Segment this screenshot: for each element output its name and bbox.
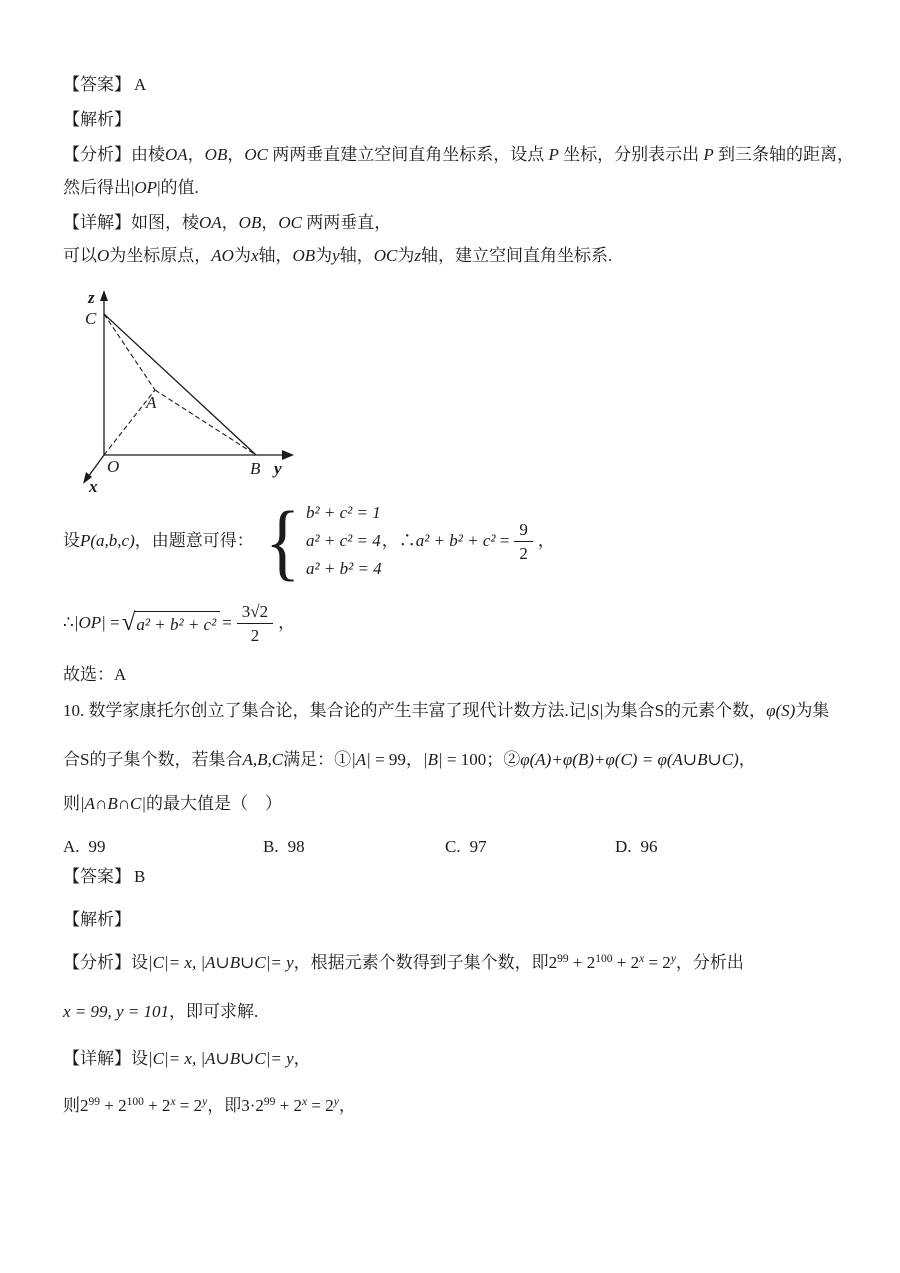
answer-label: 【答案】 [63, 867, 131, 886]
q9-system-equation: 设P(a,b,c)，由题意可得： { b² + c² = 1 a² + c² = 4 a² + b² = 4 ，∴a² + b² + c² = $\frac{9}{2}$ ， [63, 493, 555, 589]
system-eq-1: b² + c² = 1 [306, 503, 381, 522]
option-a: A. 99 [63, 837, 106, 856]
system-eq-3: a² + b² = 4 [306, 559, 382, 578]
square-root: √ a² + b² + c² [122, 611, 221, 636]
point-a-label: A [146, 393, 157, 412]
fraction-nine-halves: $\frac{9}{2}$ [514, 519, 533, 564]
x-axis-label: x [89, 477, 98, 496]
answer-value: B [134, 867, 146, 886]
coordinate-axes-diagram [76, 287, 306, 499]
q10-options-row [0, 834, 900, 860]
z-axis-label: z [88, 288, 95, 307]
radical-sign: √ [121, 608, 136, 636]
q10-stem-line3: 则|A∩B∩C|的最大值是（ ） [63, 794, 283, 813]
equation-system [306, 499, 382, 583]
q10-jiexi-label: 【解析】 [63, 910, 131, 929]
fraction-result: $\frac{3√2}{2}$ [237, 601, 273, 646]
system-eq-2: a² + c² = 4 [306, 531, 381, 550]
analysis-text: 由棱OA，OB，OC 两两垂直建立空间直角坐标系，设点 P 坐标，分别表示出 P 到三条轴的距离， [131, 145, 854, 164]
answer-value: A [134, 75, 147, 94]
point-b-label: B [250, 459, 261, 478]
q9-op-equation: ∴|OP| = √ a² + b² + c² = $\frac{3√2}{2}$ ， [63, 601, 296, 645]
option-d: D. 96 [615, 837, 658, 856]
xiangjie-label: 【详解】 [63, 213, 131, 232]
xiangjie-label: 【详解】 [63, 1049, 131, 1068]
q10-stem-line1: 10. 数学家康托尔创立了集合论，集合论的产生丰富了现代计数方法.记|S|为集合S的元素个数，φ(S)为集 [63, 701, 830, 720]
q9-jiexi-label: 【解析】 [63, 110, 131, 129]
q9-analysis-line1 [63, 142, 854, 168]
q10-analysis-line2: x = 99, y = 101，即可求解. [63, 1002, 259, 1021]
q10-stem-line2: 合S的子集个数，若集合A,B,C满足：①|A| = 99，|B| = 100；②φ(A)+φ(B)+φ(C) = φ(A∪B∪C)， [63, 750, 756, 769]
fenxi-label: 【分析】 [63, 145, 131, 164]
fenxi-label: 【分析】 [63, 953, 131, 972]
option-c: C. 97 [445, 837, 487, 856]
q9-answer-line [63, 72, 146, 98]
q10-detail-line: 【详解】设|C|= x, |A∪B∪C|= y， [63, 1049, 311, 1068]
q10-answer-line [63, 864, 145, 890]
q10-final-line: 则$2^{99} + 2^{100} + 2^x = 2^y$，即$3\cdot 2^{99} + 2^x = 2^y$， [63, 1096, 356, 1115]
left-brace: { [264, 493, 300, 589]
point-c-label: C [85, 309, 97, 328]
q10-analysis-line1: 【分析】设|C|= x, |A∪B∪C|= y，根据元素个数得到子集个数，即$2^{99} + 2^{100} + 2^x = 2^y$，分析出 [63, 953, 744, 972]
option-b: B. 98 [263, 837, 305, 856]
answer-label: 【答案】 [63, 75, 131, 94]
y-axis-label: y [274, 459, 282, 478]
q9-detail-line: 【详解】如图，棱OA，OB，OC 两两垂直， [63, 213, 392, 232]
q9-setup-line: 可以O为坐标原点，AO为x轴，OB为y轴，OC为z轴，建立空间直角坐标系. [63, 246, 613, 265]
q9-analysis-line2: 然后得出|OP|的值. [63, 178, 199, 197]
origin-label: O [107, 457, 120, 476]
q9-conclusion: 故选：A [63, 665, 127, 684]
